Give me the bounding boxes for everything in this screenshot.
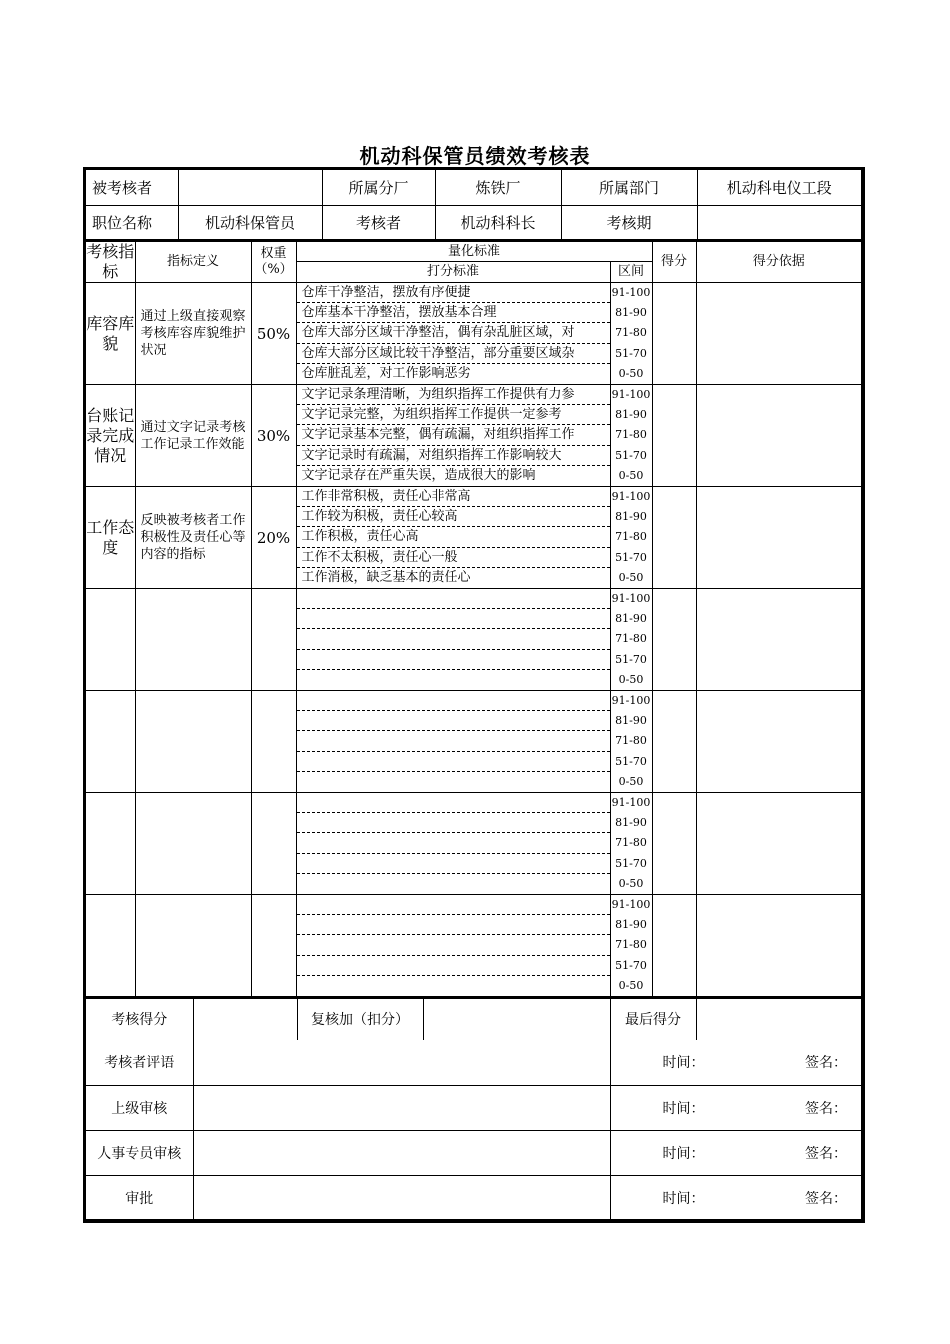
standard-item <box>297 895 610 915</box>
range-item: 0-50 <box>618 978 644 992</box>
standard-item: 仓库干净整洁，摆放有序便捷 <box>297 283 610 303</box>
standard-item <box>297 976 610 996</box>
range-item: 51-70 <box>615 550 647 564</box>
standard-item <box>297 589 610 609</box>
standard-item <box>297 793 610 813</box>
standard-item <box>297 711 610 731</box>
time-label: 时间： <box>662 1100 705 1117</box>
ranges-cell <box>610 487 652 589</box>
standard-item: 仓库基本干净整洁，摆放基本合理 <box>297 303 610 323</box>
approval-row <box>86 1130 861 1175</box>
signature-cell[interactable] <box>610 1130 861 1175</box>
indicator-row <box>86 385 861 487</box>
assessment-table <box>86 239 861 999</box>
range-item: 71-80 <box>615 428 647 442</box>
ranges-cell <box>610 793 652 895</box>
approval-table <box>86 997 861 1220</box>
branch-value: 炼铁厂 <box>435 170 561 205</box>
range-item: 51-70 <box>615 754 647 768</box>
comment-field[interactable] <box>193 1085 610 1130</box>
standard-item <box>297 813 610 833</box>
indicator-row <box>86 691 861 793</box>
range-item: 51-70 <box>615 448 647 462</box>
info-table <box>86 170 861 241</box>
standard-item: 工作积极，责任心高 <box>297 527 610 547</box>
approval-label: 考核者评语 <box>86 1040 193 1085</box>
indicator-row <box>86 283 861 385</box>
score-input-cell[interactable] <box>652 793 696 895</box>
standard-item: 文字记录基本完整，偶有疏漏，对组织指挥工作 <box>297 425 610 445</box>
range-item: 81-90 <box>615 306 647 320</box>
basis-input-cell[interactable] <box>696 793 861 895</box>
range-item: 71-80 <box>615 326 647 340</box>
definition-header: 指标定义 <box>135 241 251 283</box>
standard-item: 文字记录存在严重失误，造成很大的影响 <box>301 467 536 483</box>
range-item: 91-100 <box>611 490 651 504</box>
basis-input-cell[interactable] <box>696 283 861 385</box>
standards-cell <box>296 283 610 385</box>
standard-item: 文字记录完整，为组织指挥工作提供一定参考 <box>297 405 610 425</box>
basis-header: 得分依据 <box>696 241 861 283</box>
standards-cell <box>296 793 610 895</box>
period-field[interactable] <box>697 205 861 240</box>
indicator-weight <box>251 691 296 793</box>
position-value: 机动科保管员 <box>178 205 322 240</box>
signature-cell[interactable] <box>610 1085 861 1130</box>
indicator-name: 库容库貌 <box>86 283 135 385</box>
standards-cell <box>296 589 610 691</box>
examinee-field[interactable] <box>178 170 322 205</box>
dept-value: 机动科电仪工段 <box>697 170 861 205</box>
indicator-row <box>86 589 861 691</box>
range-item: 71-80 <box>615 938 647 952</box>
examiner-label: 考核者 <box>322 205 435 240</box>
indicator-weight <box>251 895 296 998</box>
table-header-row <box>86 241 861 262</box>
indicator-header: 考核指标 <box>86 242 135 281</box>
indicator-name <box>86 895 135 998</box>
standard-item <box>297 670 610 690</box>
criteria-header: 量化标准 <box>296 241 652 262</box>
range-item: 81-90 <box>615 408 647 422</box>
range-item: 51-70 <box>615 652 647 666</box>
approval-label: 上级审核 <box>86 1085 193 1130</box>
indicator-name <box>86 793 135 895</box>
indicator-weight: 20% <box>251 487 296 589</box>
final-field[interactable] <box>696 997 861 1040</box>
basis-input-cell[interactable] <box>696 385 861 487</box>
range-item: 71-80 <box>615 836 647 850</box>
standard-item <box>297 731 610 751</box>
signature-cell[interactable] <box>610 1175 861 1220</box>
range-item: 71-80 <box>615 530 647 544</box>
score-input-cell[interactable] <box>652 691 696 793</box>
ranges-cell <box>610 283 652 385</box>
final-label: 最后得分 <box>610 997 696 1040</box>
indicator-definition <box>135 895 251 998</box>
range-item: 71-80 <box>615 734 647 748</box>
indicator-definition: 通过文字记录考核工作记录工作效能 <box>135 385 251 487</box>
page-title: 机动科保管员绩效考核表 <box>359 144 591 168</box>
score-summary-row <box>86 997 861 1040</box>
approval-row <box>86 1040 861 1085</box>
indicator-name <box>86 589 135 691</box>
range-item: 0-50 <box>618 774 644 788</box>
standard-item: 仓库大部分区域干净整洁，偶有杂乱脏区域，对 <box>297 323 610 343</box>
comment-field[interactable] <box>193 1130 610 1175</box>
indicator-weight <box>251 793 296 895</box>
time-label: 时间： <box>662 1055 705 1072</box>
range-item: 81-90 <box>615 612 647 626</box>
basis-input-cell[interactable] <box>696 691 861 793</box>
range-item: 0-50 <box>618 672 644 686</box>
range-item: 91-100 <box>611 796 651 810</box>
range-item: 91-100 <box>611 694 651 708</box>
review-label: 复核加（扣分） <box>297 997 423 1040</box>
weight-header: 权重（%） <box>251 241 296 283</box>
standard-item <box>297 772 610 792</box>
range-item: 91-100 <box>611 592 651 606</box>
standard-item: 工作非常积极，责任心非常高 <box>297 487 610 507</box>
indicator-weight: 30% <box>251 385 296 487</box>
standard-item: 工作较为积极，责任心较高 <box>297 507 610 527</box>
range-item: 0-50 <box>618 570 644 584</box>
standard-item <box>297 650 610 670</box>
approval-row <box>86 1175 861 1220</box>
sign-label: 签名： <box>805 1100 847 1117</box>
info-row <box>86 205 861 240</box>
indicator-definition <box>135 589 251 691</box>
range-item: 51-70 <box>615 958 647 972</box>
review-field[interactable] <box>423 997 610 1040</box>
time-label: 时间： <box>662 1190 705 1207</box>
standard-item <box>297 752 610 772</box>
range-item: 91-100 <box>611 286 651 300</box>
basis-input-cell[interactable] <box>696 895 861 998</box>
standard-item <box>297 833 610 853</box>
range-item: 91-100 <box>611 898 651 912</box>
standard-item: 工作消极，缺乏基本的责任心 <box>301 569 471 585</box>
basis-input-cell[interactable] <box>696 487 861 589</box>
approval-label: 审批 <box>86 1175 193 1220</box>
ranges-cell <box>610 895 652 998</box>
indicator-row <box>86 487 861 589</box>
range-item: 81-90 <box>615 918 647 932</box>
range-item: 81-90 <box>615 510 647 524</box>
range-item: 0-50 <box>618 366 644 380</box>
dept-label: 所属部门 <box>561 170 697 205</box>
standards-cell <box>296 691 610 793</box>
standards-cell <box>296 895 610 998</box>
approval-row <box>86 1085 861 1130</box>
standard-item <box>297 609 610 629</box>
standards-cell <box>296 487 610 589</box>
examiner-value: 机动科科长 <box>435 205 561 240</box>
standard-item: 仓库大部分区域比较干净整洁，部分重要区域杂 <box>297 344 610 364</box>
indicator-definition <box>135 793 251 895</box>
sign-label: 签名： <box>805 1145 847 1162</box>
standard-item <box>297 874 610 894</box>
ranges-cell <box>610 589 652 691</box>
sign-label: 签名： <box>805 1190 847 1207</box>
standard-item: 仓库脏乱差，对工作影响恶劣 <box>301 365 471 381</box>
standard-item <box>297 915 610 935</box>
signature-cell[interactable] <box>610 1040 861 1085</box>
range-item: 51-70 <box>615 856 647 870</box>
comment-field[interactable] <box>193 1040 610 1085</box>
indicator-name <box>86 691 135 793</box>
range-item: 81-90 <box>615 816 647 830</box>
indicator-weight <box>251 589 296 691</box>
examinee-label: 被考核者 <box>86 170 178 205</box>
score-header: 得分 <box>652 241 696 283</box>
range-item: 71-80 <box>615 632 647 646</box>
indicator-definition <box>135 691 251 793</box>
standard-item: 文字记录条理清晰，为组织指挥工作提供有力参 <box>297 385 610 405</box>
standard-item <box>297 956 610 976</box>
standard-item <box>297 854 610 874</box>
standard-item: 工作不太积极，责任心一般 <box>297 548 610 568</box>
range-item: 0-50 <box>618 468 644 482</box>
range-item: 91-100 <box>611 388 651 402</box>
score-label: 考核得分 <box>86 997 193 1040</box>
standard-header: 打分标准 <box>296 262 610 283</box>
score-input-cell[interactable] <box>652 895 696 998</box>
basis-input-cell[interactable] <box>696 589 861 691</box>
time-label: 时间： <box>662 1145 705 1162</box>
indicator-definition: 通过上级直接观察考核库容库貌维护状况 <box>135 283 251 385</box>
score-input-cell[interactable] <box>652 283 696 385</box>
sign-label: 签名： <box>805 1055 847 1072</box>
approval-label: 人事专员审核 <box>86 1130 193 1175</box>
ranges-cell <box>610 385 652 487</box>
score-field[interactable] <box>193 997 297 1040</box>
range-item: 51-70 <box>615 346 647 360</box>
standards-cell <box>296 385 610 487</box>
period-label: 考核期 <box>561 205 697 240</box>
standard-item <box>297 691 610 711</box>
range-item: 0-50 <box>618 876 644 890</box>
indicator-row <box>86 895 861 998</box>
position-label: 职位名称 <box>86 205 178 240</box>
range-header: 区间 <box>610 262 652 283</box>
score-input-cell[interactable] <box>652 385 696 487</box>
indicator-definition: 反映被考核者工作积极性及责任心等内容的指标 <box>135 487 251 589</box>
indicator-name: 工作态度 <box>86 487 135 589</box>
score-input-cell[interactable] <box>652 589 696 691</box>
info-row <box>86 170 861 205</box>
score-input-cell[interactable] <box>652 487 696 589</box>
indicator-name: 台账记录完成情况 <box>86 385 135 487</box>
standard-item <box>297 629 610 649</box>
ranges-cell <box>610 691 652 793</box>
standard-item <box>297 935 610 955</box>
comment-field[interactable] <box>193 1175 610 1220</box>
standard-item: 文字记录时有疏漏，对组织指挥工作影响较大 <box>297 446 610 466</box>
indicator-row <box>86 793 861 895</box>
branch-label: 所属分厂 <box>322 170 435 205</box>
indicator-weight: 50% <box>251 283 296 385</box>
range-item: 81-90 <box>615 714 647 728</box>
